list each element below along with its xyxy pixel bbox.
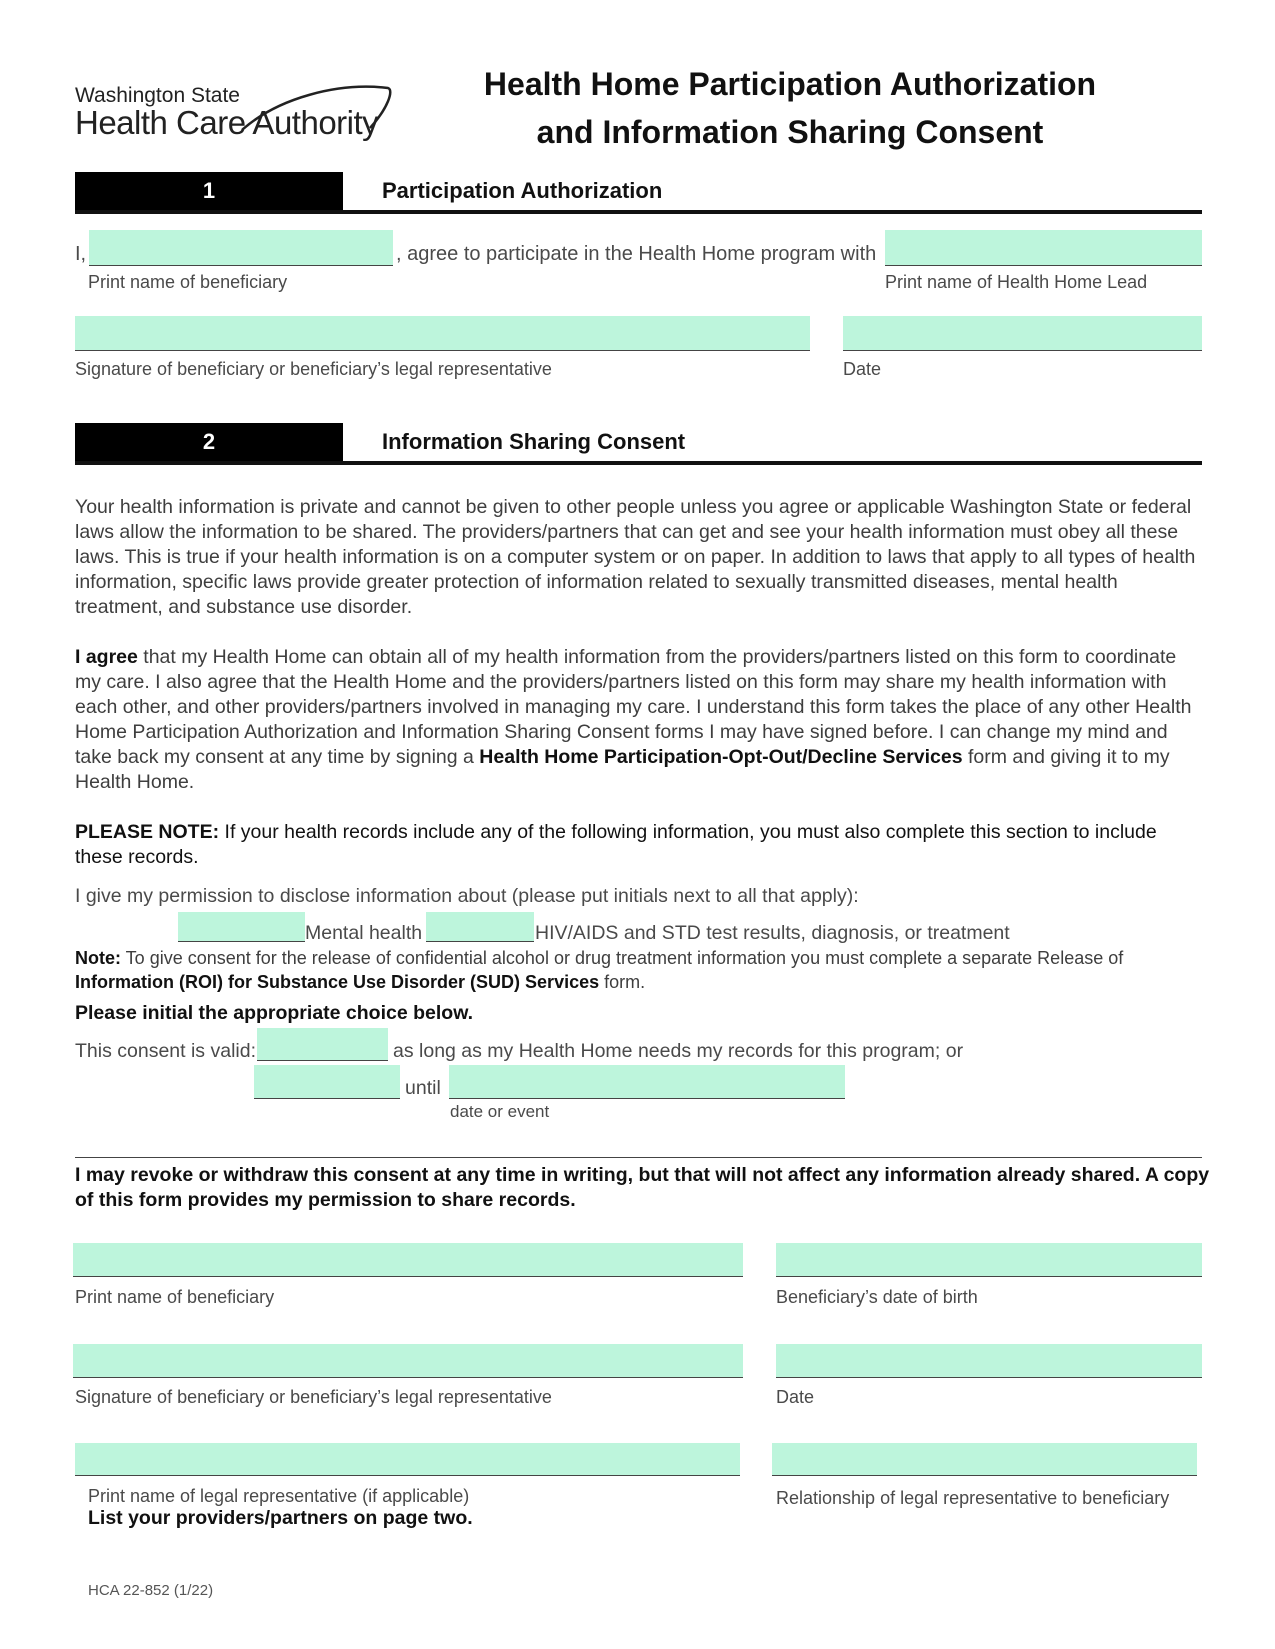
print-beneficiary-name-field[interactable] [73, 1243, 743, 1277]
date-field-2[interactable] [776, 1344, 1202, 1378]
beneficiary-dob-field[interactable] [776, 1243, 1202, 1277]
option-mental-health: Mental health [305, 922, 423, 944]
permission-text: I give my permission to disclose information about (please put initials next to all that apply): [75, 885, 859, 907]
agree-end: form and giving it to my Health Home. [75, 746, 1170, 793]
date-or-event-field[interactable] [449, 1065, 845, 1099]
logo-line2: Health Care Authority [75, 104, 379, 141]
privacy-paragraph: Your health information is private and cannot be given to other people unless you agree or applicable Washington State or federal laws allow the information to be shared. The providers/partners that can get and see your health information must obey all these laws. This is true if your health information is on a computer system or on paper. In addition to laws that apply to all types of health information, specific laws provide greater protection of information related to sexually transmitted diseases, mental health treatment, and substance use disorder. [75, 496, 1196, 618]
sud-note [75, 946, 1215, 994]
label-beneficiary-dob: Beneficiary’s date of birth [776, 1287, 978, 1307]
signature-field-2[interactable] [73, 1344, 743, 1378]
legal-rep-name-field[interactable] [75, 1443, 740, 1476]
section1-title: Participation Authorization [382, 178, 663, 203]
beneficiary-name-field[interactable] [89, 230, 393, 266]
please-note [75, 820, 1205, 870]
sud-note-bold: Note: [75, 948, 121, 968]
sud-note-text: To give consent for the release of confidential alcohol or drug treatment information you must complete a separate Release of [121, 948, 1124, 968]
agree-text: , agree to participate in the Health Home program with [396, 243, 877, 265]
date-field-1[interactable] [843, 316, 1202, 351]
label-beneficiary-name: Print name of beneficiary [88, 272, 288, 292]
roi-form-name: Information (ROI) for Substance Use Disorder (SUD) Services [75, 972, 600, 992]
sud-note-end: form. [599, 972, 646, 992]
page-title-line1: Health Home Participation Authorization [483, 66, 1097, 102]
page-title-line2: and Information Sharing Consent [536, 114, 1044, 150]
label-print-beneficiary-name: Print name of beneficiary [75, 1287, 275, 1307]
label-date-2: Date [776, 1387, 815, 1407]
label-date-or-event: date or event [450, 1102, 550, 1121]
label-relationship: Relationship of legal representative to beneficiary [776, 1488, 1170, 1508]
label-date-1: Date [843, 359, 882, 379]
prefix-i: I, [75, 243, 87, 265]
signature-field-1[interactable] [75, 316, 810, 351]
relationship-field[interactable] [772, 1443, 1197, 1476]
section1-number: 1 [75, 172, 343, 210]
section2-header [75, 423, 1202, 465]
label-legal-rep-name: Print name of legal representative (if applicable) [88, 1486, 470, 1506]
valid-option2-initials-field[interactable] [254, 1065, 400, 1099]
providers-note: List your providers/partners on page two. [88, 1507, 473, 1529]
valid-option1-initials-field[interactable] [257, 1028, 388, 1061]
divider [75, 1157, 1202, 1158]
until-text: until [405, 1077, 441, 1099]
logo-swoosh-icon [238, 78, 398, 138]
hiv-std-initials-field[interactable] [426, 912, 534, 942]
section2-title: Information Sharing Consent [382, 429, 686, 454]
label-signature-1: Signature of beneficiary or beneficiary’s legal representative [75, 359, 552, 379]
section2-number: 2 [75, 423, 343, 461]
health-home-lead-field[interactable] [885, 230, 1202, 266]
agree-bold: I agree [75, 646, 138, 668]
label-health-home-lead: Print name of Health Home Lead [885, 272, 1148, 292]
agree-mid: that my Health Home can obtain all of my health information from the providers/partners listed on this form to coordinate my care. I also agree that the Health Home and the providers/partners listed on this form may share my health information with each other, and other providers/partners involved in managing my care. I understand this form takes the place of any other Health Home Participation Authorization and Information Sharing Consent forms I may have signed before. I can change my mind and take back my consent at any time by signing a [75, 646, 1192, 768]
mental-health-initials-field[interactable] [178, 912, 305, 942]
section1-header [75, 172, 1202, 214]
label-signature-2: Signature of beneficiary or beneficiary’s legal representative [75, 1387, 552, 1407]
logo-line1: Washington State [75, 84, 240, 107]
option-hiv-std: HIV/AIDS and STD test results, diagnosis, or treatment [535, 922, 1010, 944]
opt-out-form-name: Health Home Participation-Opt-Out/Decline Services [479, 746, 963, 768]
valid-label: This consent is valid: [75, 1040, 256, 1062]
initial-choice-heading: Please initial the appropriate choice below. [75, 1002, 474, 1024]
please-note-bold: PLEASE NOTE: [75, 821, 220, 843]
revoke-statement: I may revoke or withdraw this consent at any time in writing, but that will not affect any information already shared. A copy of this form provides my permission to share records. [75, 1164, 1210, 1211]
form-number: HCA 22-852 (1/22) [88, 1582, 214, 1599]
please-note-text: If your health records include any of the following information, you must also complete this section to include these records. [75, 821, 1157, 868]
agree-paragraph [75, 645, 1205, 795]
valid-option1-text: as long as my Health Home needs my records for this program; or [393, 1040, 964, 1062]
